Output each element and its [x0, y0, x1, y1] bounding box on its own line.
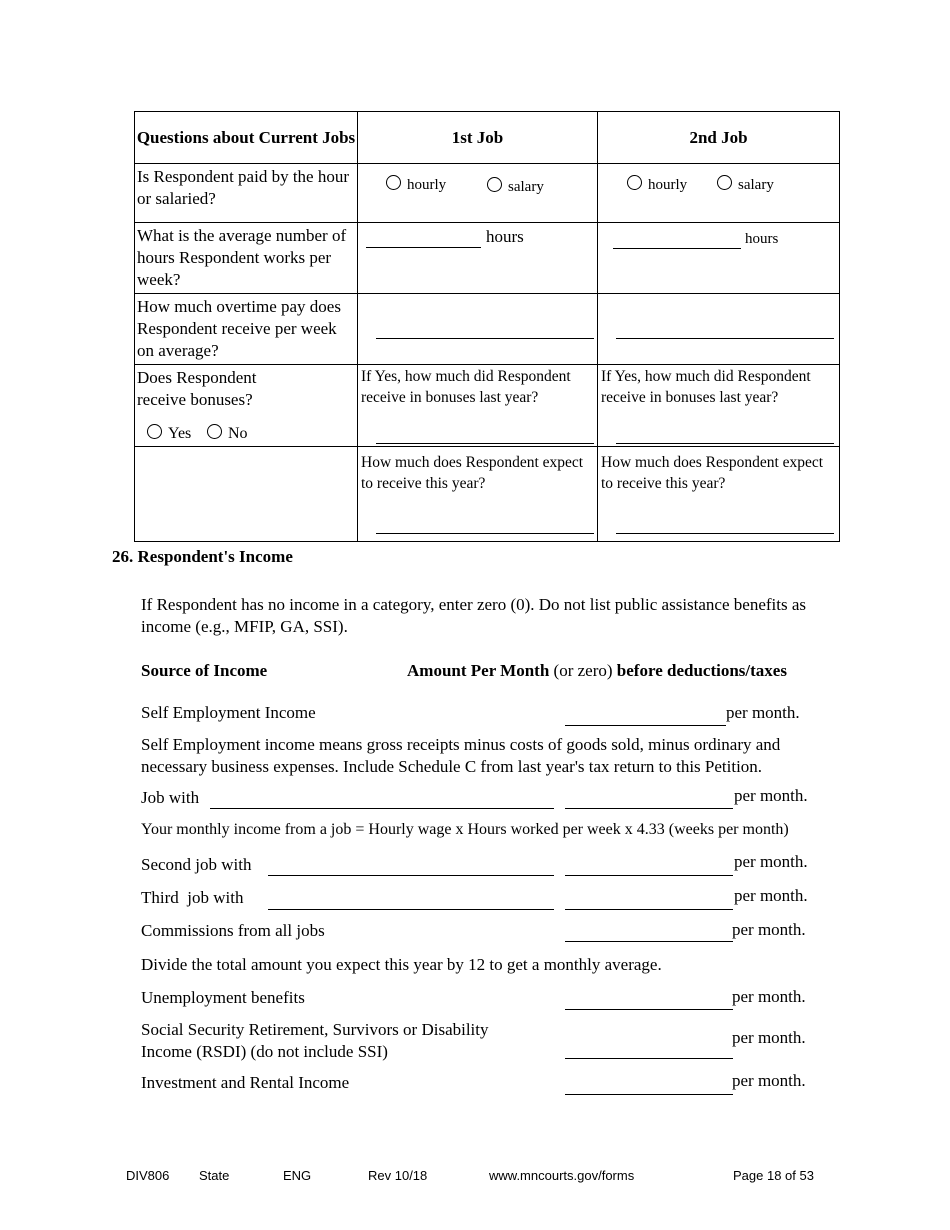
job1-hours-input[interactable] — [366, 247, 481, 248]
third-job-amount-input[interactable] — [565, 909, 733, 910]
footer-url[interactable]: www.mncourts.gov/forms — [489, 1168, 635, 1183]
question-overtime: How much overtime pay does Respondent receive per week on average? — [135, 294, 358, 365]
second-job-label: Second job with — [141, 855, 252, 874]
second-job-amount-input[interactable] — [565, 875, 733, 876]
footer-state: State — [199, 1168, 230, 1183]
commissions-note: Divide the total amount you expect this year by 12 to get a monthly average. — [141, 955, 662, 974]
current-jobs-table — [134, 111, 840, 542]
rsdi-label: Social Security Retirement, Survivors or Disability Income (RSDI) (do not include SSI) — [141, 1020, 489, 1061]
job2-overtime-cell — [598, 294, 840, 365]
job2-bonus-last-year-cell: If Yes, how much did Respondent receive in bonuses last year? — [598, 365, 840, 447]
empty-cell — [135, 447, 358, 542]
self-employment-amount-input[interactable] — [565, 725, 726, 726]
per-month-label: per month. — [734, 852, 808, 871]
third-job-employer-input[interactable] — [268, 909, 554, 910]
col-amount-heading: Amount Per Month (or zero) before deductions/taxes — [407, 661, 787, 680]
job2-bonus-this-year-input[interactable] — [616, 533, 834, 534]
unemployment-label: Unemployment benefits — [141, 988, 305, 1007]
job-amount-input[interactable] — [565, 808, 733, 809]
job2-bonus-last-year-input[interactable] — [616, 443, 834, 444]
job2-bonus-this-year-cell: How much does Respondent expect to receive this year? — [598, 447, 840, 542]
third-job-label: Third job with — [141, 888, 244, 907]
investment-amount-input[interactable] — [565, 1094, 733, 1095]
radio-icon — [717, 175, 732, 190]
job2-hours-cell — [598, 223, 840, 294]
rsdi-amount-input[interactable] — [565, 1058, 733, 1059]
job1-salary-radio[interactable]: salary — [487, 177, 544, 196]
header-2nd-job: 2nd Job — [598, 112, 840, 164]
question-hours: What is the average number of hours Respondent works per week? — [135, 223, 358, 294]
commissions-amount-input[interactable] — [565, 941, 733, 942]
per-month-label: per month. — [732, 1071, 806, 1090]
job1-overtime-input[interactable] — [376, 338, 594, 339]
job2-salary-radio[interactable]: salary — [717, 175, 774, 194]
footer-page-number: Page 18 of 53 — [733, 1168, 814, 1183]
section-intro: If Respondent has no income in a category, enter zero (0). Do not list public assistance benefits as income (e.g., MFIP, GA, SSI). — [141, 595, 807, 636]
radio-icon — [147, 424, 162, 439]
question-paid: Is Respondent paid by the hour or salaried? — [135, 164, 358, 223]
radio-icon — [487, 177, 502, 192]
bonus-no-radio[interactable]: No — [207, 423, 248, 445]
col-source-heading: Source of Income — [141, 661, 268, 680]
header-1st-job: 1st Job — [358, 112, 598, 164]
bonus-yes-radio[interactable]: Yes — [147, 423, 191, 445]
section-title: 26. Respondent's Income — [112, 547, 293, 566]
job-income-note: Your monthly income from a job = Hourly wage x Hours worked per week x 4.33 (weeks per month) — [141, 821, 789, 838]
per-month-label: per month. — [732, 987, 806, 1006]
job1-bonus-this-year-input[interactable] — [376, 533, 594, 534]
footer-language: ENG — [283, 1168, 312, 1183]
job2-hours-input[interactable] — [613, 248, 741, 249]
job1-paid-cell — [358, 164, 598, 223]
footer-form-id: DIV806 — [126, 1168, 170, 1183]
per-month-label: per month. — [726, 703, 800, 722]
radio-icon — [627, 175, 642, 190]
job-with-label: Job with — [141, 788, 200, 807]
unemployment-amount-input[interactable] — [565, 1009, 733, 1010]
question-bonuses: Does Respondent receive bonuses? Yes No — [135, 365, 358, 447]
header-questions: Questions about Current Jobs — [135, 112, 358, 164]
job2-paid-cell — [598, 164, 840, 223]
job1-bonus-last-year-input[interactable] — [376, 443, 594, 444]
self-employment-label: Self Employment Income — [141, 703, 316, 722]
job1-bonus-this-year-cell: How much does Respondent expect to receive this year? — [358, 447, 598, 542]
per-month-label: per month. — [734, 886, 808, 905]
job2-hourly-radio[interactable]: hourly — [627, 175, 687, 194]
job2-overtime-input[interactable] — [616, 338, 834, 339]
job1-bonus-last-year-cell: If Yes, how much did Respondent receive in bonuses last year? — [358, 365, 598, 447]
radio-icon — [386, 175, 401, 190]
footer-revision: Rev 10/18 — [368, 1168, 428, 1183]
commissions-label: Commissions from all jobs — [141, 921, 325, 940]
radio-icon — [207, 424, 222, 439]
job2-hours-unit: hours — [745, 231, 779, 247]
job1-hours-cell — [358, 223, 598, 294]
job1-overtime-cell — [358, 294, 598, 365]
job1-hours-unit: hours — [486, 227, 524, 246]
per-month-label: per month. — [732, 1028, 806, 1047]
per-month-label: per month. — [734, 786, 808, 805]
job1-hourly-radio[interactable]: hourly — [386, 175, 446, 194]
investment-label: Investment and Rental Income — [141, 1073, 350, 1092]
job-employer-input[interactable] — [210, 808, 554, 809]
second-job-employer-input[interactable] — [268, 875, 554, 876]
self-employment-note: Self Employment income means gross receipts minus costs of goods sold, minus ordinary and necessary business expenses. Include Schedule C from last year's tax return to this Petition. — [141, 735, 781, 776]
per-month-label: per month. — [732, 920, 806, 939]
